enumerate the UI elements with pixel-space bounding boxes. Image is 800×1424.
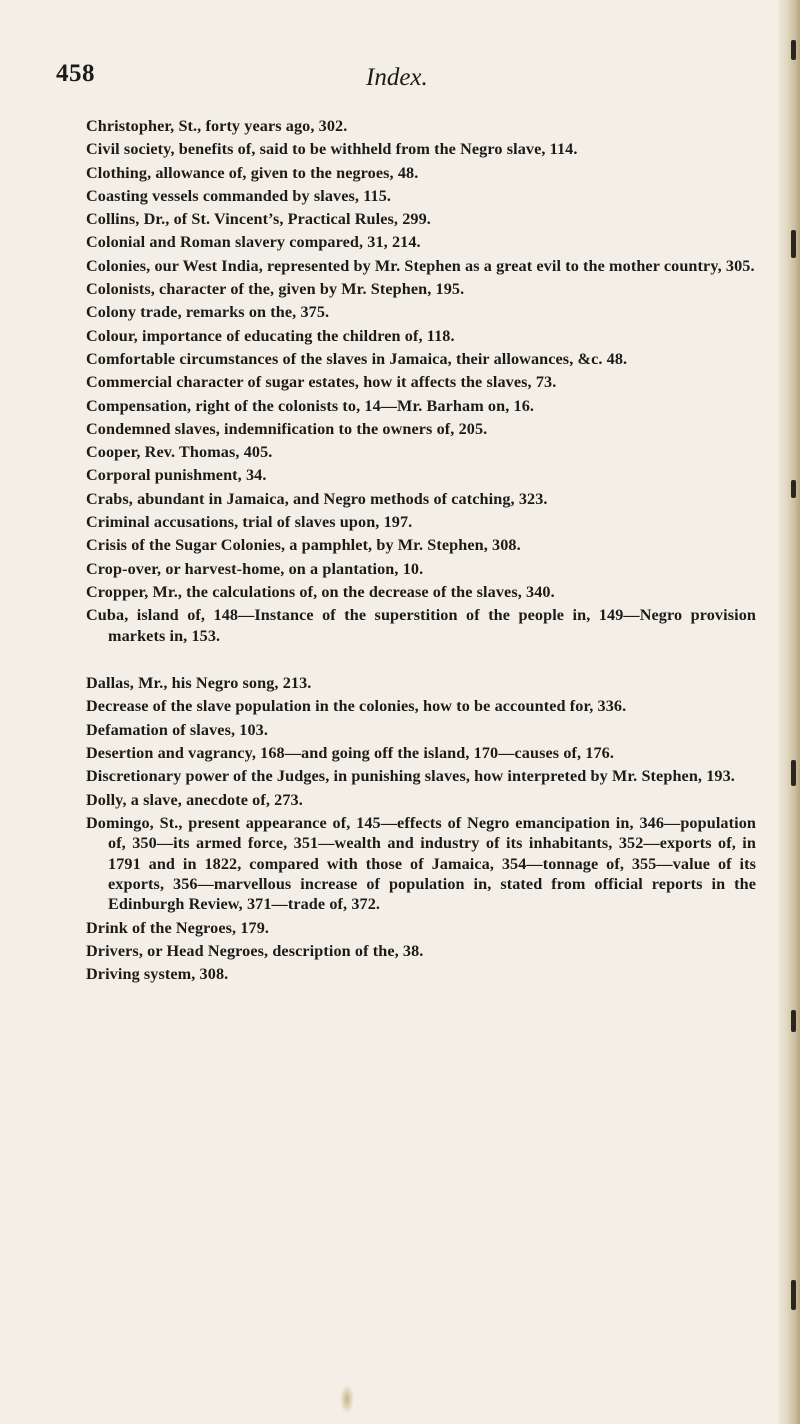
binding-mark <box>791 1280 796 1310</box>
index-entry: Christopher, St., forty years ago, 302. <box>86 117 348 135</box>
index-entry: Colony trade, remarks on the, 375. <box>86 303 330 322</box>
index-entry: Commercial character of sugar estates, how it affects the slaves, 73. <box>86 373 557 392</box>
index-entry: Civil society, benefits of, said to be withheld from the Negro slave, 114. <box>86 140 578 159</box>
index-entry: Comfortable circumstances of the slaves in Jamaica, their allowances, &c. 48. <box>86 349 628 368</box>
index-entry: Collins, Dr., of St. Vincent’s, Practical Rules, 299. <box>86 210 431 229</box>
index-entry: Clothing, allowance of, given to the negroes, 48. <box>86 163 419 182</box>
index-entry: Cuba, island of, 148—Instance of the superstition of the people in, 149—Negro provision markets in, 153. <box>86 606 756 645</box>
paper-stain <box>340 1384 354 1414</box>
index-entry: Domingo, St., present appearance of, 145—effects of Negro emancipation in, 346—population of, 350—its armed force, 351—wealth and industry of its inhabitants, 352—exports of, in 1791 and in 1822, compared with those of Jamaica, 354—tonnage of, 355—value of its exports, 356—marvellous increase of population in, stated from official reports in the Edinburgh Review, 371—trade of, 372. <box>86 813 756 914</box>
index-entry: Dolly, a slave, anecdote of, 273. <box>86 790 303 809</box>
index-entry: Coasting vessels commanded by slaves, 115. <box>86 186 392 205</box>
index-entry: Corporal punishment, 34. <box>86 466 267 485</box>
index-entries <box>86 116 756 988</box>
index-entry: Criminal accusations, trial of slaves upon, 197. <box>86 513 413 532</box>
index-entry: Discretionary power of the Judges, in punishing slaves, how interpreted by Mr. Stephen, 193. <box>86 767 735 786</box>
index-entry: Condemned slaves, indemnification to the owners of, 205. <box>86 419 488 438</box>
index-entry: Colonial and Roman slavery compared, 31, 214. <box>86 233 421 252</box>
index-entry: Drink of the Negroes, 179. <box>86 918 270 937</box>
binding-mark <box>791 760 796 786</box>
index-entry: Colonies, our West India, represented by Mr. Stephen as a great evil to the mother country, 305. <box>86 256 755 275</box>
page-number: 458 <box>56 60 95 87</box>
index-entry: Desertion and vagrancy, 168—and going off the island, 170—causes of, 176. <box>86 743 615 762</box>
index-entry: Defamation of slaves, 103. <box>86 720 268 739</box>
index-entry: Colonists, character of the, given by Mr. Stephen, 195. <box>86 280 465 299</box>
binding-mark <box>791 1010 796 1032</box>
index-entry: Cooper, Rev. Thomas, 405. <box>86 443 273 462</box>
index-entry: Dallas, Mr., his Negro song, 213. <box>86 674 312 693</box>
index-entry: Driving system, 308. <box>86 965 229 984</box>
index-entry: Colour, importance of educating the children of, 118. <box>86 326 455 345</box>
index-entry: Crop-over, or harvest-home, on a plantation, 10. <box>86 559 424 578</box>
binding-mark <box>791 230 796 258</box>
index-entry: Cropper, Mr., the calculations of, on the decrease of the slaves, 340. <box>86 582 555 601</box>
index-entry: Drivers, or Head Negroes, description of the, 38. <box>86 942 424 961</box>
page-header <box>56 60 760 100</box>
index-entry: Compensation, right of the colonists to, 14—Mr. Barham on, 16. <box>86 396 535 415</box>
binding-mark <box>791 40 796 60</box>
index-entry: Crabs, abundant in Jamaica, and Negro methods of catching, 323. <box>86 489 548 508</box>
binding-mark <box>791 480 796 498</box>
running-head: Index. <box>366 64 428 91</box>
page-edge <box>778 0 800 1424</box>
index-entry: Decrease of the slave population in the colonies, how to be accounted for, 336. <box>86 697 627 716</box>
index-entry: Crisis of the Sugar Colonies, a pamphlet, by Mr. Stephen, 308. <box>86 536 521 555</box>
